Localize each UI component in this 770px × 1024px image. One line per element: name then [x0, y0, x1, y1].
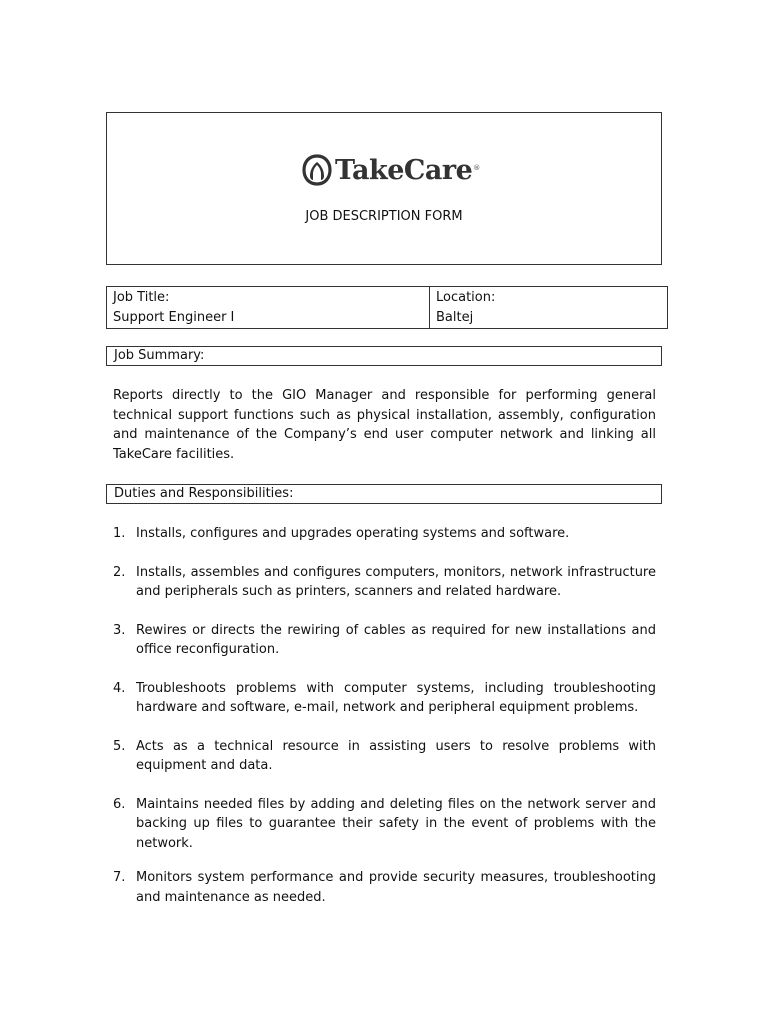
form-title: JOB DESCRIPTION FORM [305, 209, 463, 224]
list-item [113, 621, 656, 660]
list-item [113, 795, 656, 854]
list-item [113, 737, 656, 776]
job-title-cell [107, 287, 430, 329]
registered-mark: ® [473, 164, 481, 172]
item-number: 2. [113, 564, 126, 580]
location-cell [430, 287, 668, 329]
item-number: 6. [113, 796, 126, 812]
list-item [113, 868, 656, 907]
job-title-label: Job Title: [113, 290, 170, 305]
item-number: 5. [113, 738, 126, 754]
list-item [113, 679, 656, 718]
item-number: 1. [113, 526, 126, 541]
location-label: Location: [436, 290, 496, 305]
item-text: Acts as a technical resource in assisting users to resolve problems with equipment and data. [136, 738, 656, 773]
job-title-value: Support Engineer I [113, 310, 235, 325]
item-text: Rewires or directs the rewiring of cables as required for new installations and office reconfiguration. [136, 622, 656, 657]
item-text: Installs, configures and upgrades operating systems and software. [136, 526, 570, 541]
list-item [113, 563, 656, 602]
duties-heading: Duties and Responsibilities: [106, 484, 662, 504]
list-item [113, 524, 656, 544]
item-text: Troubleshoots problems with computer systems, including troubleshooting hardware and software, e-mail, network and peripheral equipment problems. [136, 680, 656, 715]
header-box [106, 112, 662, 265]
job-info-table [106, 286, 668, 329]
item-text: Maintains needed files by adding and deleting files on the network server and backing up files to guarantee their safety in the event of problems with the network. [136, 796, 656, 851]
job-summary-text: Reports directly to the GIO Manager and responsible for performing general technical support functions such as physical installation, assembly, configuration and maintenance of the Company’s end user computer network and linking all TakeCare facilities. [113, 388, 656, 462]
item-text: Installs, assembles and configures computers, monitors, network infrastructure and peripherals such as printers, scanners and related hardware. [136, 564, 656, 599]
item-number: 7. [113, 870, 126, 885]
job-summary-heading: Job Summary: [106, 346, 662, 366]
item-number: 4. [113, 680, 126, 696]
takecare-logo [302, 153, 480, 187]
location-value: Baltej [436, 310, 474, 325]
duties-list [113, 524, 656, 907]
item-text: Monitors system performance and provide security measures, troubleshooting and maintenance as needed. [136, 870, 656, 905]
takecare-logo-icon [302, 154, 332, 186]
item-number: 3. [113, 622, 126, 638]
logo-text: TakeCare [335, 154, 473, 186]
